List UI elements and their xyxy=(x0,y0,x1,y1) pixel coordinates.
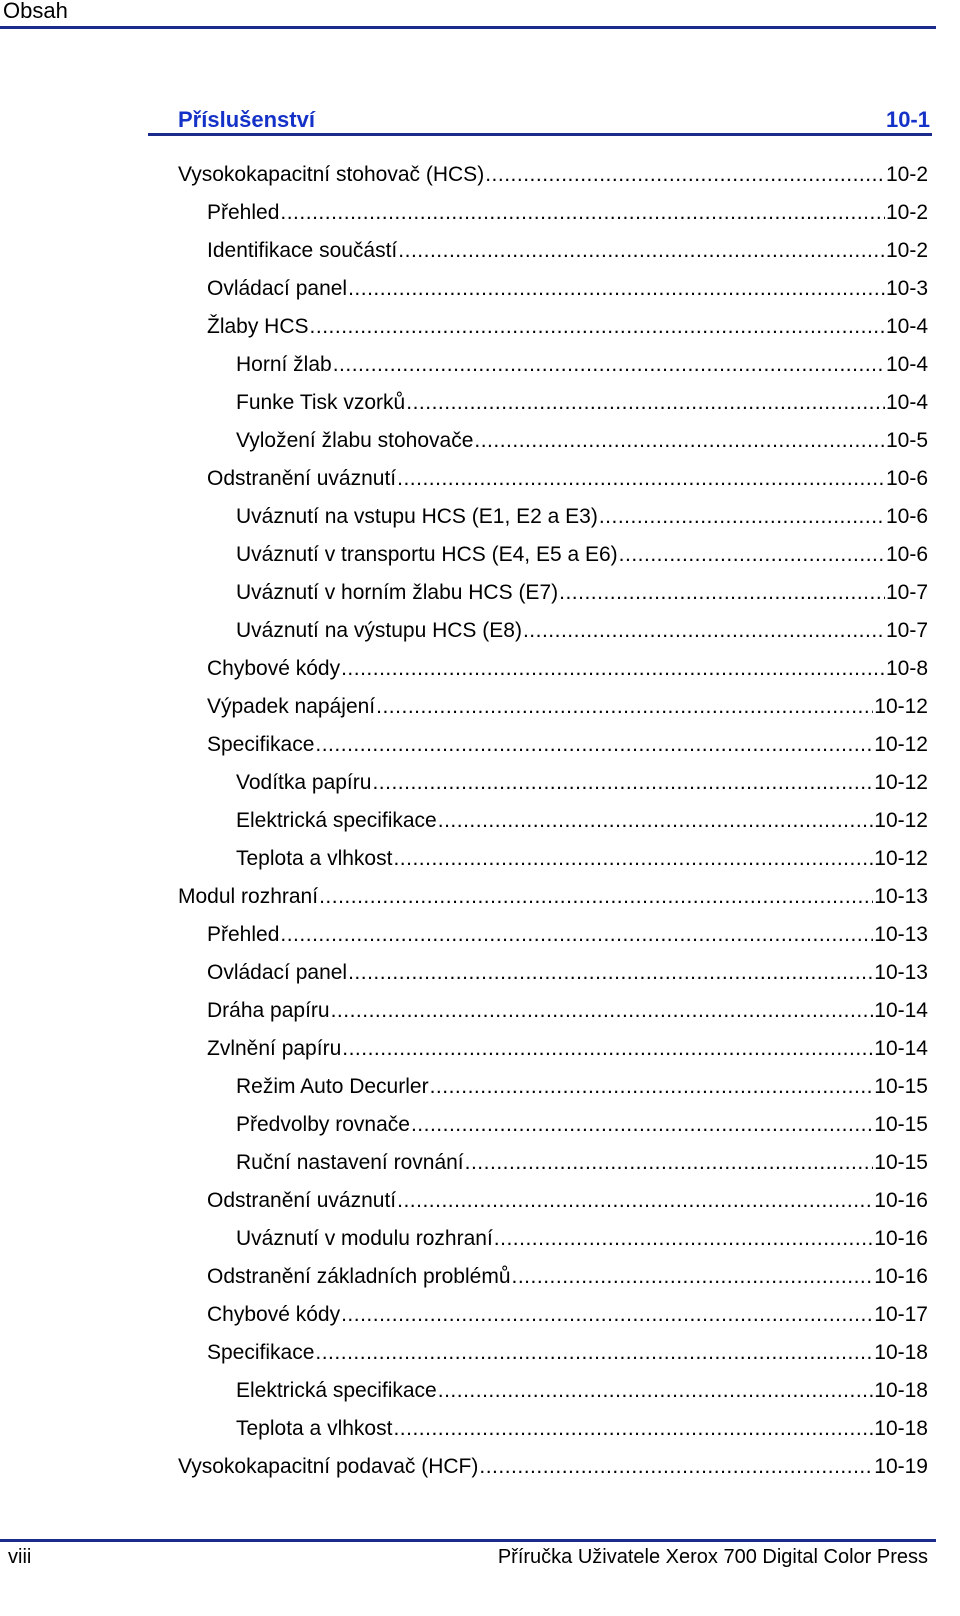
toc-entry[interactable] xyxy=(236,844,928,874)
toc-entry-page: 10-2 xyxy=(885,201,928,224)
toc-entry[interactable] xyxy=(207,1186,928,1216)
toc-entry-page: 10-18 xyxy=(874,1341,928,1364)
dot-leader xyxy=(397,464,885,494)
toc-entry-page: 10-19 xyxy=(874,1455,928,1478)
header-rule xyxy=(0,26,936,29)
dot-leader xyxy=(315,1338,873,1368)
toc-entry-label: Ruční nastavení rovnání xyxy=(236,1151,464,1174)
toc-entry-label: Horní žlab xyxy=(236,353,332,376)
toc-entry[interactable] xyxy=(236,540,928,570)
dot-leader xyxy=(319,882,873,912)
toc-entry-label: Teplota a vlhkost xyxy=(236,847,393,870)
toc-entry-page: 10-3 xyxy=(885,277,928,300)
dot-leader xyxy=(341,1300,873,1330)
toc-entry-page: 10-14 xyxy=(874,999,928,1022)
footer-page-number: viii xyxy=(8,1546,32,1568)
toc-entry-page: 10-14 xyxy=(874,1037,928,1060)
dot-leader xyxy=(348,274,885,304)
toc-entry-page: 10-16 xyxy=(874,1265,928,1288)
toc-entry-label: Vyložení žlabu stohovače xyxy=(236,429,474,452)
toc-entry[interactable] xyxy=(236,806,928,836)
toc-entry-label: Funke Tisk vzorků xyxy=(236,391,406,414)
toc-entry-page: 10-4 xyxy=(885,315,928,338)
dot-leader xyxy=(523,616,885,646)
toc-entry-page: 10-2 xyxy=(885,239,928,262)
dot-leader xyxy=(411,1110,873,1140)
dot-leader xyxy=(280,198,885,228)
toc-entry-label: Chybové kódy xyxy=(207,657,341,680)
toc-entry-label: Vysokokapacitní podavač (HCF) xyxy=(178,1455,479,1478)
dot-leader xyxy=(512,1262,874,1292)
toc-entry-page: 10-16 xyxy=(874,1189,928,1212)
toc-entry[interactable] xyxy=(207,692,928,722)
toc-entry-label: Odstranění uváznutí xyxy=(207,467,397,490)
toc-entry-label: Žlaby HCS xyxy=(207,315,309,338)
dot-leader xyxy=(333,350,885,380)
toc-entry-label: Specifikace xyxy=(207,1341,315,1364)
toc-entry[interactable] xyxy=(236,1414,928,1444)
toc-entry-page: 10-18 xyxy=(874,1417,928,1440)
toc-entry-label: Odstranění základních problémů xyxy=(207,1265,511,1288)
toc-entry-page: 10-18 xyxy=(874,1379,928,1402)
dot-leader xyxy=(341,654,885,684)
toc-entry-label: Uváznutí v modulu rozhraní xyxy=(236,1227,493,1250)
dot-leader xyxy=(310,312,885,342)
toc-entry-label: Přehled xyxy=(207,201,280,224)
dot-leader xyxy=(485,160,885,190)
toc-entry[interactable] xyxy=(207,1338,928,1368)
toc-entry-label: Identifikace součástí xyxy=(207,239,398,262)
footer-book-title: Příručka Uživatele Xerox 700 Digital Color Press xyxy=(497,1546,928,1568)
toc-entry-label: Odstranění uváznutí xyxy=(207,1189,397,1212)
toc-entry[interactable] xyxy=(207,1262,928,1292)
toc-entry-label: Předvolby rovnače xyxy=(236,1113,410,1136)
dot-leader xyxy=(315,730,873,760)
toc-entry-page: 10-7 xyxy=(885,581,928,604)
toc-entry[interactable] xyxy=(207,312,928,342)
toc-entry-label: Režim Auto Decurler xyxy=(236,1075,429,1098)
toc-entry[interactable] xyxy=(207,1300,928,1330)
dot-leader xyxy=(559,578,885,608)
toc-entry-page: 10-12 xyxy=(874,733,928,756)
dot-leader xyxy=(393,844,873,874)
toc-entry-page: 10-6 xyxy=(885,505,928,528)
toc-entry-label: Vysokokapacitní stohovač (HCS) xyxy=(178,163,485,186)
toc-entry[interactable] xyxy=(207,654,928,684)
footer-rule xyxy=(0,1539,936,1542)
toc-entry[interactable] xyxy=(236,1072,928,1102)
dot-leader xyxy=(393,1414,873,1444)
toc-entry-page: 10-15 xyxy=(874,1113,928,1136)
toc-entry[interactable] xyxy=(236,350,928,380)
toc-entry-page: 10-2 xyxy=(885,163,928,186)
dot-leader xyxy=(280,920,873,950)
toc-entry-page: 10-13 xyxy=(874,923,928,946)
dot-leader xyxy=(599,502,885,532)
toc-entry-page: 10-15 xyxy=(874,1075,928,1098)
dot-leader xyxy=(465,1148,874,1178)
toc-entry-page: 10-8 xyxy=(885,657,928,680)
toc-entry-label: Zvlnění papíru xyxy=(207,1037,342,1060)
toc-entry-label: Modul rozhraní xyxy=(178,885,319,908)
toc-entry[interactable] xyxy=(236,426,928,456)
toc-entry-page: 10-17 xyxy=(874,1303,928,1326)
toc-entry-label: Ovládací panel xyxy=(207,961,348,984)
section-heading[interactable] xyxy=(178,106,930,134)
toc-entry[interactable] xyxy=(207,920,928,950)
toc-entry-label: Uváznutí v horním žlabu HCS (E7) xyxy=(236,581,559,604)
toc-entry-page: 10-12 xyxy=(874,847,928,870)
toc-entry[interactable] xyxy=(207,464,928,494)
toc-entry[interactable] xyxy=(207,198,928,228)
dot-leader xyxy=(474,426,885,456)
toc-entry[interactable] xyxy=(207,236,928,266)
toc-entry[interactable] xyxy=(236,1148,928,1178)
toc-entry-page: 10-12 xyxy=(874,809,928,832)
toc-entry-page: 10-4 xyxy=(885,353,928,376)
toc-entry[interactable] xyxy=(236,502,928,532)
toc-entry-label: Uváznutí v transportu HCS (E4, E5 a E6) xyxy=(236,543,618,566)
toc-entry-page: 10-13 xyxy=(874,885,928,908)
toc-entry-label: Uváznutí na vstupu HCS (E1, E2 a E3) xyxy=(236,505,598,528)
toc-entry[interactable] xyxy=(236,578,928,608)
toc-entry[interactable] xyxy=(207,1034,928,1064)
toc-entry-label: Vodítka papíru xyxy=(236,771,372,794)
dot-leader xyxy=(397,1186,873,1216)
toc-entry-page: 10-12 xyxy=(874,695,928,718)
dot-leader xyxy=(372,768,873,798)
toc-entry-page: 10-16 xyxy=(874,1227,928,1250)
toc-entry[interactable] xyxy=(207,958,928,988)
toc-entry-label: Chybové kódy xyxy=(207,1303,341,1326)
toc-entry-label: Elektrická specifikace xyxy=(236,809,437,832)
page-header-title: Obsah xyxy=(3,0,68,23)
toc-entry[interactable] xyxy=(178,882,928,912)
toc-entry-page: 10-13 xyxy=(874,961,928,984)
toc-entry-label: Teplota a vlhkost xyxy=(236,1417,393,1440)
dot-leader xyxy=(348,958,873,988)
toc-entry-label: Elektrická specifikace xyxy=(236,1379,437,1402)
toc-entry-label: Specifikace xyxy=(207,733,315,756)
section-title: Příslušenství xyxy=(178,107,315,132)
toc-entry-label: Ovládací panel xyxy=(207,277,348,300)
toc-entry-label: Přehled xyxy=(207,923,280,946)
dot-leader xyxy=(438,1376,874,1406)
toc-entry[interactable] xyxy=(236,616,928,646)
toc-entry[interactable] xyxy=(236,768,928,798)
section-page: 10-1 xyxy=(885,107,930,132)
dot-leader xyxy=(406,388,885,418)
toc-entry-label: Dráha papíru xyxy=(207,999,330,1022)
toc-entry-page: 10-6 xyxy=(885,543,928,566)
dot-leader xyxy=(430,1072,874,1102)
toc-entry-page: 10-4 xyxy=(885,391,928,414)
section-rule xyxy=(148,133,932,136)
toc-entry[interactable] xyxy=(178,160,928,190)
dot-leader xyxy=(479,1452,873,1482)
toc-entry-page: 10-6 xyxy=(885,467,928,490)
dot-leader xyxy=(619,540,885,570)
toc-entry-page: 10-12 xyxy=(874,771,928,794)
dot-leader xyxy=(438,806,874,836)
toc-entry[interactable] xyxy=(236,388,928,418)
toc-entry[interactable] xyxy=(236,1224,928,1254)
toc-entry[interactable] xyxy=(178,1452,928,1482)
toc-entry-page: 10-15 xyxy=(874,1151,928,1174)
toc-entry[interactable] xyxy=(236,1376,928,1406)
toc-entry-label: Výpadek napájení xyxy=(207,695,376,718)
dot-leader xyxy=(331,996,874,1026)
dot-leader xyxy=(342,1034,873,1064)
toc-entry-label: Uváznutí na výstupu HCS (E8) xyxy=(236,619,522,642)
toc-entry[interactable] xyxy=(207,996,928,1026)
toc-entry-page: 10-7 xyxy=(885,619,928,642)
toc-entry-page: 10-5 xyxy=(885,429,928,452)
dot-leader xyxy=(494,1224,873,1254)
dot-leader xyxy=(398,236,885,266)
toc-entry[interactable] xyxy=(236,1110,928,1140)
dot-leader xyxy=(376,692,873,722)
toc-entry[interactable] xyxy=(207,730,928,760)
toc-entry[interactable] xyxy=(207,274,928,304)
